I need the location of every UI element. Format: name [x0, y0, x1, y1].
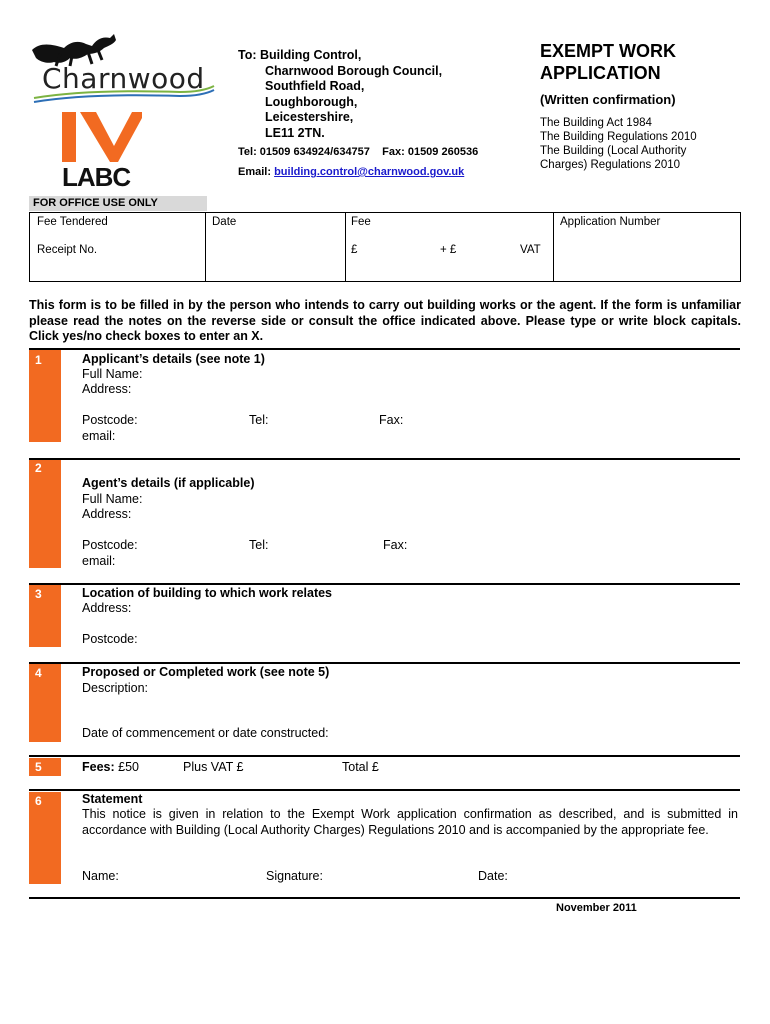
- fee-plus-pound-label: + £: [440, 244, 457, 256]
- tel-number: Tel: 01509 634924/634757: [238, 146, 370, 158]
- section-number: 3: [35, 587, 42, 601]
- form-title-line: APPLICATION: [540, 63, 661, 83]
- section-5-marker: [29, 758, 61, 776]
- signature-field[interactable]: Signature:: [266, 869, 323, 883]
- section-divider: [29, 583, 740, 585]
- form-subtitle: (Written confirmation): [540, 92, 676, 107]
- agent-full-name-field[interactable]: Full Name:: [82, 492, 143, 506]
- regulation-item: The Building Act 1984: [540, 117, 652, 129]
- address-line: Charnwood Borough Council,: [265, 63, 443, 78]
- section-3-title: Location of building to which work relates: [82, 586, 333, 600]
- fees-row: [82, 760, 139, 776]
- contact-email-line: [238, 166, 464, 178]
- section-divider: [29, 755, 740, 757]
- labc-logo: [62, 112, 142, 192]
- section-number: 4: [35, 666, 42, 680]
- section-number: 2: [35, 461, 42, 475]
- agent-fax-field[interactable]: Fax:: [383, 538, 408, 552]
- address-line: Loughborough,: [265, 94, 358, 109]
- regulation-item: The Building (Local Authority: [540, 145, 687, 157]
- address-line: Southfield Road,: [265, 79, 365, 93]
- section-2-title: Agent’s details (if applicable): [82, 476, 255, 490]
- fees-value: £50: [118, 760, 139, 774]
- section-divider: [29, 458, 740, 460]
- total-field[interactable]: Total £: [342, 760, 379, 774]
- office-use-table: [29, 212, 741, 282]
- section-1-marker: [29, 350, 61, 442]
- section-1-title: Applicant’s details (see note 1): [82, 352, 265, 366]
- applicant-full-name-field[interactable]: Full Name:: [82, 367, 143, 381]
- section-divider: [29, 662, 740, 664]
- agent-email-field[interactable]: email:: [82, 554, 116, 568]
- application-number-label: Application Number: [560, 216, 661, 228]
- section-2-marker: [29, 460, 61, 568]
- contact-phone-line: [238, 146, 478, 158]
- section-number: 1: [35, 353, 42, 367]
- address-line: Leicestershire,: [265, 110, 354, 124]
- fax-number: Fax: 01509 260536: [382, 146, 479, 158]
- section-divider: [29, 348, 740, 350]
- office-fee-label: Fee: [351, 216, 371, 228]
- section-4-title: Proposed or Completed work (see note 5): [82, 665, 330, 679]
- section-divider: [29, 789, 740, 791]
- form-title: [540, 40, 676, 84]
- address-line: LE11 2TN.: [265, 125, 325, 140]
- address-block: [238, 48, 442, 141]
- labc-wordmark: LABC: [62, 162, 131, 192]
- applicant-fax-field[interactable]: Fax:: [379, 413, 404, 427]
- location-address-field[interactable]: Address:: [82, 601, 132, 615]
- statement-date-field[interactable]: Date:: [478, 869, 508, 883]
- to-line: To: Building Control,: [238, 48, 362, 62]
- agent-postcode-field[interactable]: Postcode:: [82, 538, 138, 552]
- applicant-postcode-field[interactable]: Postcode:: [82, 413, 138, 427]
- footer-date: November 2011: [556, 902, 637, 914]
- regulations-list: [540, 116, 697, 172]
- intro-instructions: This form is to be filled in by the person who intends to carry out building works or the agent. If the form is unfamiliar please read the notes on the reverse side or consult the office indicated above. Please type or write block capitals. Click yes/no check boxes to enter an X.: [29, 298, 741, 343]
- office-date-label: Date: [212, 216, 237, 228]
- applicant-email-field[interactable]: email:: [82, 429, 116, 443]
- fees-label: Fees:: [82, 760, 115, 774]
- agent-tel-field[interactable]: Tel:: [249, 538, 269, 552]
- form-title-line: EXEMPT WORK: [540, 41, 677, 61]
- agent-address-field[interactable]: Address:: [82, 507, 132, 521]
- office-use-label: FOR OFFICE USE ONLY: [29, 196, 207, 211]
- fee-tendered-label: Fee Tendered: [37, 216, 108, 228]
- plus-vat-field[interactable]: Plus VAT £: [183, 760, 244, 774]
- receipt-no-label: Receipt No.: [37, 244, 98, 256]
- regulation-item: The Building Regulations 2010: [540, 131, 697, 143]
- email-label: Email:: [238, 166, 272, 178]
- email-link[interactable]: building.control@charnwood.gov.uk: [274, 166, 465, 178]
- work-description-field[interactable]: Description:: [82, 681, 148, 695]
- section-6-marker: [29, 792, 61, 884]
- applicant-tel-field[interactable]: Tel:: [249, 413, 269, 427]
- section-6-title: Statement: [82, 792, 143, 806]
- charnwood-logo: [30, 32, 215, 104]
- statement-text: This notice is given in relation to the Exempt Work application confirmation as described, and is submitted in accordance with Building (Local Authority Charges) Regulations 2010 and is accompanied by the appropriate fee.: [82, 807, 738, 837]
- section-4-marker: [29, 664, 61, 742]
- charnwood-wordmark: Charnwood: [42, 62, 205, 95]
- section-number: 5: [35, 760, 42, 774]
- section-3-marker: [29, 585, 61, 647]
- labc-chevron-icon: [62, 112, 142, 162]
- fee-pound-label: £: [351, 244, 358, 256]
- regulation-item: Charges) Regulations 2010: [540, 159, 681, 171]
- commencement-date-field[interactable]: Date of commencement or date constructed:: [82, 726, 329, 740]
- section-number: 6: [35, 794, 42, 808]
- vat-label: VAT: [520, 244, 541, 256]
- name-field[interactable]: Name:: [82, 869, 119, 883]
- applicant-address-field[interactable]: Address:: [82, 382, 132, 396]
- location-postcode-field[interactable]: Postcode:: [82, 632, 138, 646]
- section-divider: [29, 897, 740, 899]
